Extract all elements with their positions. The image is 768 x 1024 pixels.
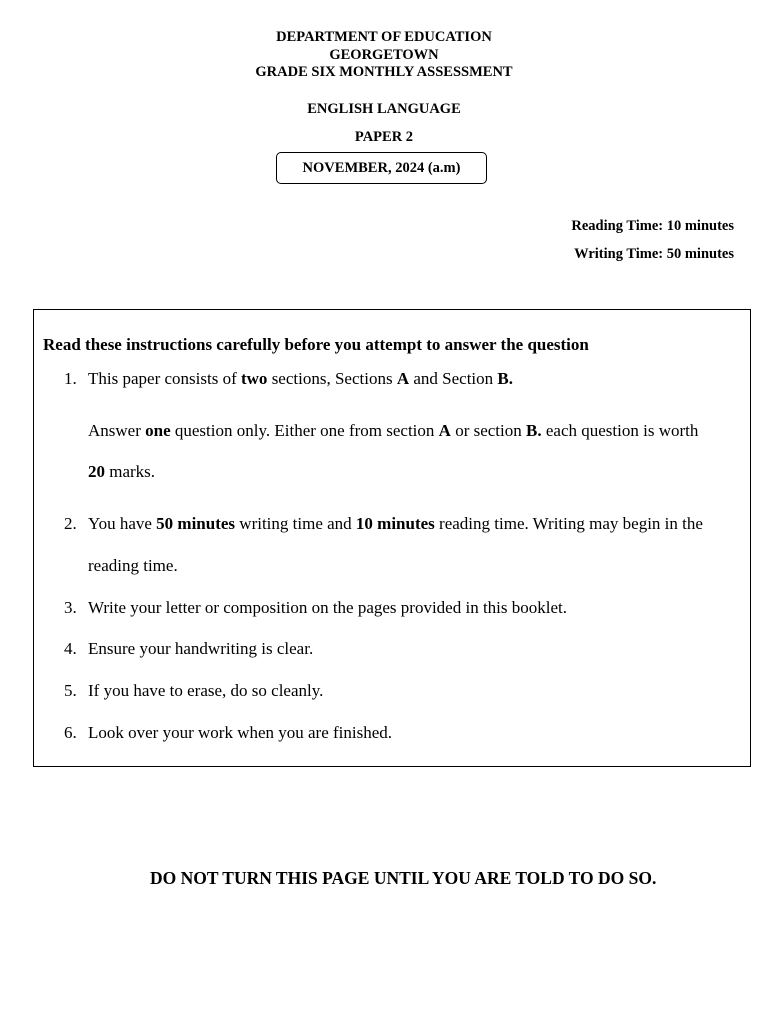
text-run: question only. Either one from section [170, 421, 439, 440]
instructions-title: Read these instructions carefully before you attempt to answer the question [43, 335, 589, 354]
department-name: DEPARTMENT OF EDUCATION [276, 29, 492, 45]
assessment-title: GRADE SIX MONTHLY ASSESSMENT [255, 64, 513, 80]
text-run: sections, Sections [267, 369, 397, 388]
text-run-bold: A [438, 421, 451, 440]
text-run-bold: 50 minutes [156, 514, 236, 533]
text-run-bold: 20 [88, 462, 105, 481]
instruction-text: If you have to erase, do so cleanly. [88, 681, 324, 700]
instruction-number: 4. [64, 639, 77, 658]
text-run-bold: B. [497, 369, 513, 388]
instruction-text: Write your letter or composition on the pages provided in this booklet. [88, 598, 567, 617]
text-run: or section [450, 421, 527, 440]
subject-title: ENGLISH LANGUAGE [307, 101, 461, 117]
text-run-bold: one [145, 421, 171, 440]
city-name: GEORGETOWN [329, 46, 439, 63]
writing-time: Writing Time: 50 minutes [574, 246, 734, 262]
instruction-number: 1. [64, 369, 77, 388]
reading-time: Reading Time: 10 minutes [571, 218, 734, 234]
paper-number: PAPER 2 [354, 129, 414, 145]
text-run: reading time. Writing may begin in the [434, 514, 703, 533]
do-not-turn-warning: DO NOT TURN THIS PAGE UNTIL YOU ARE TOLD TO DO SO. [150, 868, 657, 888]
instruction-text: reading time. [88, 556, 178, 575]
text-run-bold: two [240, 369, 268, 388]
instruction-number: 2. [64, 514, 77, 533]
text-run: Answer [88, 421, 146, 440]
instruction-text [88, 421, 698, 441]
text-run: writing time and [235, 514, 356, 533]
text-run: each question is worth [541, 421, 699, 440]
instruction-text [88, 462, 155, 482]
text-run: marks. [105, 462, 156, 481]
time-allocations [571, 212, 734, 268]
text-run: This paper consists of [88, 369, 241, 388]
exam-header [0, 29, 768, 82]
text-run-bold: 10 minutes [355, 514, 435, 533]
text-run-bold: A [396, 369, 410, 388]
instruction-text: Ensure your handwriting is clear. [88, 639, 314, 658]
text-run: and Section [409, 369, 498, 388]
instruction-text [88, 369, 513, 389]
exam-date: NOVEMBER, 2024 (a.m) [302, 159, 461, 176]
exam-date-box [276, 152, 487, 184]
instruction-number: 6. [64, 723, 77, 742]
text-run: You have [88, 514, 157, 533]
instruction-number: 3. [64, 598, 77, 617]
instructions-box [33, 309, 751, 767]
text-run-bold: B. [526, 421, 542, 440]
instruction-text [88, 514, 703, 534]
instruction-text: Look over your work when you are finished. [88, 723, 393, 742]
instruction-number: 5. [64, 681, 77, 700]
